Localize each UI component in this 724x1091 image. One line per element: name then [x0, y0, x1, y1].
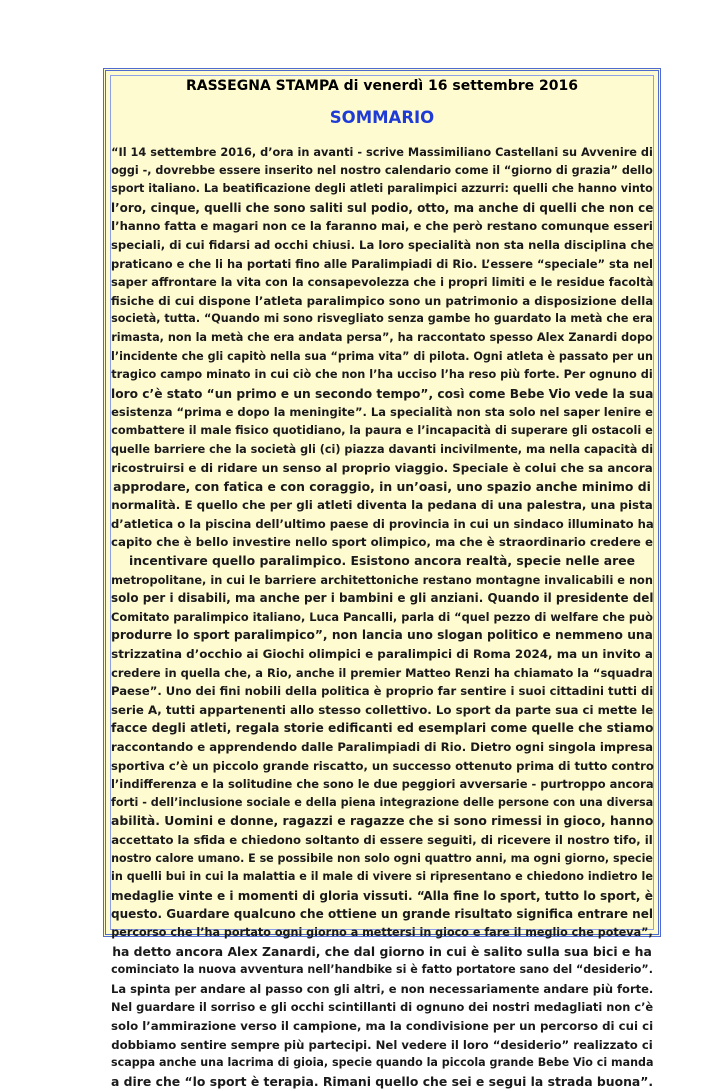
article-line: facce degli atleti, regala storie edificanti ed esemplari come quelle che stiamo [111, 721, 654, 736]
article-line: Paese”. Uno dei fini nobili della politica è proprio far sentire i suoi cittadini tutti di [111, 684, 654, 699]
article-line: normalità. E quello che per gli atleti diventa la pedana di una palestra, una pista [111, 498, 653, 513]
article-line: solo per i disabili, ma anche per i bambini e gli anziani. Quando il presidente del [111, 591, 654, 606]
article-body [111, 143, 653, 1091]
article-line: serie A, tutti appartenenti allo stesso collettivo. Lo sport da parte sua ci mette le [111, 702, 654, 717]
article-line: capito che è bello investire nello sport olimpico, ma che è straordinario credere e [111, 535, 653, 550]
article-line: esistenza “prima e dopo la meningite”. La specialità non sta solo nel saper lenire e [111, 405, 653, 420]
article-line: approdare, con fatica e con coraggio, in un’oasi, uno spazio anche minimo di [113, 478, 651, 494]
article-line: metropolitane, in cui le barriere architettoniche restano montagne invalicabili e non [111, 572, 653, 587]
article-line: saper affrontare la vita con la consapevolezza che i propri limiti e le residue facoltà [111, 275, 654, 290]
article-line: La spinta per andare al passo con gli altri, e non necessariamente andare più forte. [111, 981, 654, 996]
article-line: società, tutta. “Quando mi sono risvegliato senza gambe ho guardato la metà che era [111, 312, 653, 326]
article-line: questo. Guardare qualcuno che ottiene un grande risultato significa entrare nel [111, 907, 654, 922]
article-line: sportiva c’è un piccolo grande riscatto, un successo ottenuto prima di tutto contro [111, 758, 654, 773]
summary-title: SOMMARIO [329, 108, 435, 127]
article-line: l’indifferenza e la solitudine che sono le due peggiori avversarie - purtroppo ancora [111, 777, 654, 792]
article-line: sport italiano. La beatificazione degli atleti paralimpici azzurri: quelli che hanno vinto [111, 182, 653, 196]
article-line: d’atletica o la piscina dell’ultimo paese di provincia in cui un sindaco illuminato ha [111, 516, 654, 531]
article-line: credere in quella che, a Rio, anche il premier Matteo Renzi ha chiamato la “squadra [111, 665, 653, 680]
article-line: accettato la sfida e chiedono soltanto di essere seguiti, di ricevere il nostro tifo, il [111, 832, 653, 847]
article-line: ha detto ancora Alex Zanardi, che dal giorno in cui è salito sulla sua bici e ha [112, 943, 652, 959]
article-line: abilità. Uomini e donne, ragazzi e ragazze che si sono rimessi in gioco, hanno [111, 813, 654, 829]
article-line: produrre lo sport paralimpico”, non lancia uno slogan politico e nemmeno una [111, 628, 653, 643]
article-line: speciali, di cui fidarsi ad occhi chiusi. La loro specialità non sta nella disciplina che [111, 237, 654, 252]
article-line: raccontando e apprendendo dalle Paralimpiadi di Rio. Dietro ogni singola impresa [111, 740, 654, 754]
article-line: scappa anche una lacrima di gioia, specie quando la piccola grande Bebe Vio ci manda [111, 1056, 654, 1070]
article-line: tragico campo minato in cui ciò che non l’ha ucciso l’ha reso più forte. Per ognuno di [111, 368, 653, 382]
article-line: nostro calore umano. E se possibile non solo ogni quattro anni, ma ogni giorno, specie [111, 851, 653, 865]
article-line: Nel guardare il sorriso e gli occhi scintillanti di ognuno dei nostri medagliati non c’è [111, 1000, 654, 1015]
article-line: incentivare quello paralimpico. Esistono ancora realtà, specie nelle aree [128, 553, 636, 569]
article-line: percorso che l’ha portato ogni giorno a mettersi in gioco e fare il meglio che poteva”, [111, 925, 653, 939]
article-line: cominciato la nuova avventura nell’handbike si è fatto portatore sano del “desiderio”. [111, 963, 653, 977]
article-line: l’oro, cinque, quelli che sono saliti sul podio, otto, ma anche di quelli che non ce [111, 200, 654, 215]
article-line: rimasta, non la metà che era andata persa”, ha raccontato spesso Alex Zanardi dopo [111, 330, 653, 344]
article-line: dobbiamo sentire sempre più partecipi. Nel vedere il loro “desiderio” realizzato ci [111, 1037, 653, 1052]
article-line: ricostruirsi e di ridare un senso al proprio viaggio. Speciale è colui che sa ancora [111, 461, 653, 476]
article-line: quelle barriere che la società gli (ci) piazza davanti incivilmente, ma nella capacità di [111, 442, 654, 456]
article-line: a dire che “lo sport è terapia. Rimani quello che sei e segui la strada buona”. [111, 1073, 654, 1089]
article-line: medaglie vinte e i momenti di gloria vissuti. “Alla fine lo sport, tutto lo sport, è [111, 888, 653, 903]
article-line: fisiche di cui dispone l’atleta paralimpico sono un patrimonio a disposizione della [111, 293, 654, 308]
article-line: “Il 14 settembre 2016, d’ora in avanti - scrive Massimiliano Castellani su Avvenire di [111, 145, 653, 159]
article-line: solo l’ammirazione verso il campione, ma la condivisione per un percorso di cui ci [111, 1018, 654, 1033]
article-line: strizzatina d’occhio ai Giochi olimpici e paralimpici di Roma 2024, ma un invito a [111, 647, 653, 662]
article-line: oggi -, dovrebbe essere inserito nel nostro calendario come il “giorno di grazia” dello [111, 163, 653, 177]
article-line: loro c’è stato “un primo e un secondo tempo”, così come Bebe Vio vede la sua [111, 386, 654, 401]
press-review-header: RASSEGNA STAMPA di venerdì 16 settembre 2016 [186, 78, 578, 94]
article-line: l’incidente che gli capitò nella sua “prima vita” di pilota. Ogni atleta è passato per un [111, 349, 653, 363]
article-line: combattere il male fisico quotidiano, la paura e l’incapacità di superare gli ostacoli e [111, 423, 653, 437]
press-review-frame [103, 68, 661, 1089]
article-line: in quelli bui in cui la malattia e il male di vivere si ripresentano e chiedono indietro le [111, 870, 653, 884]
article-line: Comitato paralimpico italiano, Luca Pancalli, parla di “quel pezzo di welfare che può [111, 609, 653, 624]
article-line: l’hanno fatta e magari non ce la faranno mai, e che però restano comunque esseri [111, 219, 653, 234]
article-line: praticano e che li ha portati fino alle Paralimpiadi di Rio. L’essere “speciale” sta nel [111, 256, 653, 271]
article-line: forti - dell’inclusione sociale e della piena integrazione delle persone con una diversa [111, 795, 654, 809]
